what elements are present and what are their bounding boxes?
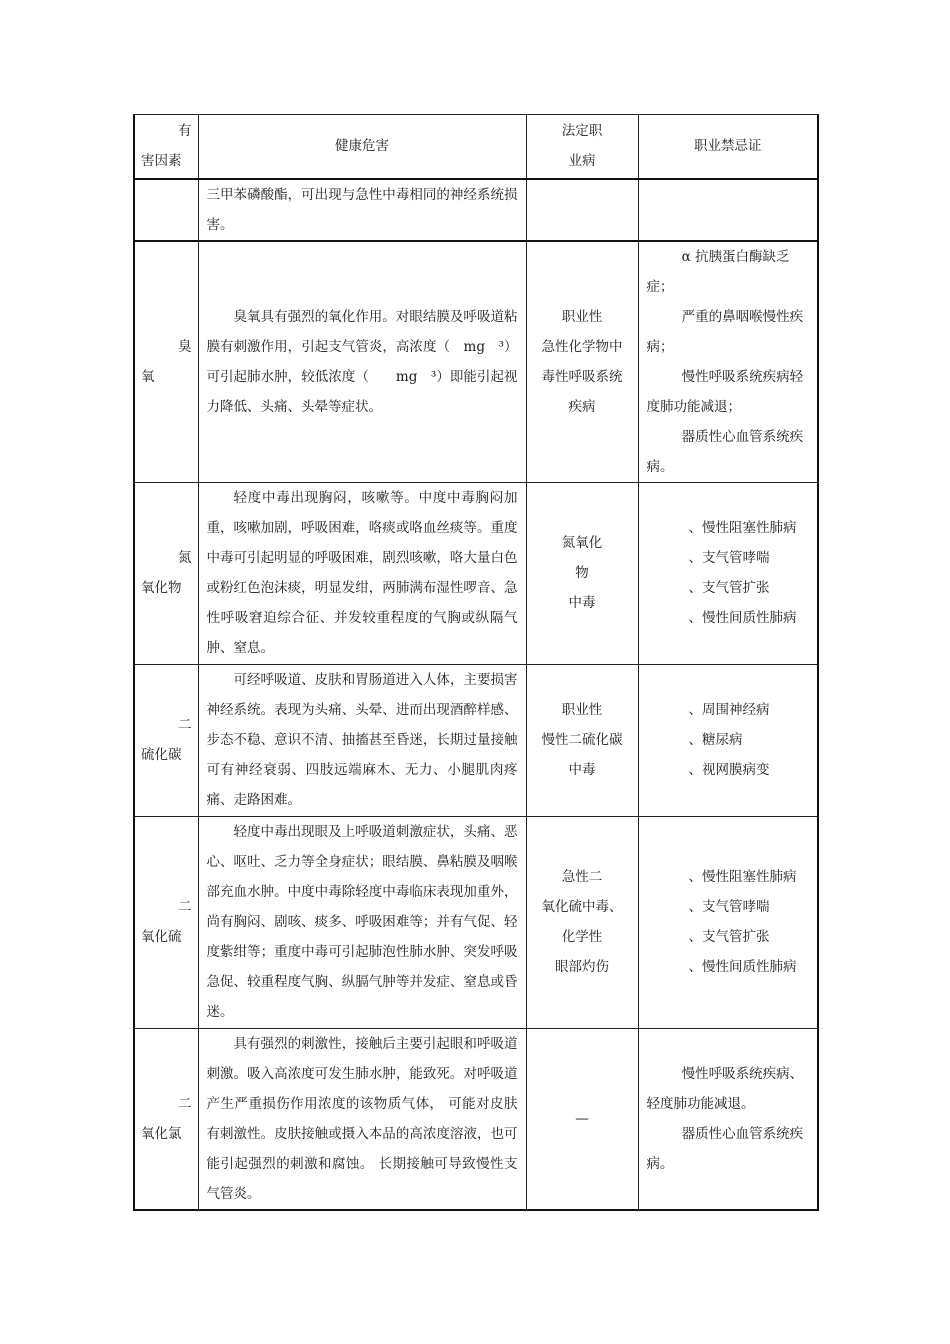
header-factor-line1: 有: [178, 123, 192, 140]
factor-line1: 二: [178, 717, 192, 733]
table-row: [134, 482, 818, 664]
factor-line1: 氮: [178, 550, 192, 566]
factor-line1: 二: [178, 1095, 192, 1112]
disease-line: 急性化学物中: [541, 338, 623, 355]
contra-item: 器质性心血管系统疾病。: [646, 428, 804, 475]
row-harm: [198, 179, 526, 241]
row-contra: [638, 816, 818, 1028]
row-factor: [134, 664, 198, 816]
contra-item: α 抗胰蛋白酶缺乏症；: [646, 248, 790, 295]
hazard-table: [133, 114, 819, 1211]
contra-item: 慢性呼吸系统疾病、轻度肺功能减退。: [646, 1065, 804, 1112]
factor-line1: 二: [178, 899, 192, 915]
header-contra: 职业禁忌证: [638, 115, 818, 179]
disease-line: —: [575, 1110, 589, 1127]
table-row: [134, 1028, 818, 1210]
disease-line: 氮氧化: [561, 535, 603, 551]
disease-line: 职业性: [561, 702, 603, 718]
header-disease: [526, 115, 638, 179]
row-disease: [526, 816, 638, 1028]
disease-line: 物: [575, 565, 589, 581]
row-factor: [134, 482, 198, 664]
contra-item: 、周围神经病: [688, 702, 770, 718]
disease-line: 毒性呼吸系统: [541, 368, 623, 385]
header-factor: [134, 115, 198, 179]
harm-text: 具有强烈的刺激性，接触后主要引起眼和呼吸道刺激。吸入高浓度可发生肺水肿，能致死。对呼吸道产生严重损伤作用浓度的该物质气体， 可能对皮肤有刺激性。皮肤接触或摄入本品的高浓度溶液，也可能引起强烈的刺激和腐蚀。 长期接触可导致慢性支气管炎。: [206, 1035, 518, 1202]
row-harm: [198, 482, 526, 664]
harm-text: 臭氧具有强烈的氧化作用。对眼结膜及呼吸道粘膜有刺激作用，引起支气管炎，高浓度（ mg ³）可引起肺水肿，较低浓度（ mg ³）即能引起视力降低、头痛、头晕等症状。: [206, 308, 518, 415]
row-contra: [638, 179, 818, 241]
contra-item: 、慢性间质性肺病: [688, 959, 797, 975]
disease-line: 氧化硫中毒、: [541, 899, 623, 915]
factor-line2: 氧化氯: [141, 1125, 182, 1142]
contra-item: 、支气管扩张: [688, 580, 770, 596]
row-harm: [198, 1028, 526, 1210]
row-factor: [134, 241, 198, 483]
table-row: [134, 241, 818, 483]
disease-line: 急性二: [561, 869, 603, 885]
factor-line2: 氧化硫: [141, 929, 182, 945]
row-disease: [526, 241, 638, 483]
table-row: [134, 179, 818, 241]
row-disease: [526, 179, 638, 241]
contra-item: 器质性心血管系统疾病。: [646, 1125, 804, 1172]
row-harm: [198, 664, 526, 816]
contra-item: 、支气管哮喘: [688, 899, 770, 915]
disease-line: 职业性: [561, 308, 603, 325]
harm-text: 可经呼吸道、皮肤和胃肠道进入人体，主要损害神经系统。表现为头痛、头晕、进而出现酒醉样感、步态不稳、意识不清、抽搐甚至昏迷，长期过量接触可有神经衰弱、四肢远端麻木、无力、小腿肌肉疼痛、走路困难。: [206, 672, 518, 808]
contra-item: 、慢性阻塞性肺病: [688, 869, 797, 885]
row-contra: [638, 1028, 818, 1210]
harm-text: 轻度中毒出现胸闷，咳嗽等。中度中毒胸闷加重，咳嗽加剧，呼吸困难，咯痰或咯血丝痰等。重度中毒可引起明显的呼吸困难，剧烈咳嗽，咯大量白色或粉红色泡沫痰，明显发绀，两肺满布湿性啰音、急性呼吸窘迫综合征、并发较重程度的气胸或纵隔气肿、窒息。: [206, 490, 518, 656]
row-contra: [638, 664, 818, 816]
table-header-row: [134, 115, 818, 179]
factor-line2: 氧: [141, 368, 155, 385]
disease-line: 中毒: [568, 762, 596, 778]
header-disease-line1: 法定职: [561, 123, 603, 140]
contra-item: 、支气管哮喘: [688, 550, 770, 566]
contra-item: 、慢性阻塞性肺病: [688, 520, 797, 536]
contra-item: 、视网膜病变: [688, 762, 770, 778]
table-row: [134, 816, 818, 1028]
header-factor-line2: 害因素: [141, 153, 182, 170]
row-factor: [134, 816, 198, 1028]
disease-line: 慢性二硫化碳: [541, 732, 623, 748]
factor-line1: 臭: [178, 338, 192, 355]
disease-line: 化学性: [561, 929, 603, 945]
table-row: [134, 664, 818, 816]
contra-item: 、糖尿病: [688, 732, 743, 748]
disease-line: 疾病: [568, 398, 596, 415]
header-disease-line2: 业病: [568, 153, 596, 170]
contra-item: 慢性呼吸系统疾病轻度肺功能减退；: [646, 368, 804, 415]
disease-line: 眼部灼伤: [555, 959, 609, 975]
row-contra: [638, 241, 818, 483]
row-factor: [134, 179, 198, 241]
row-disease: [526, 664, 638, 816]
row-factor: [134, 1028, 198, 1210]
contra-item: 严重的鼻咽喉慢性疾病；: [646, 308, 804, 355]
row-disease: [526, 1028, 638, 1210]
row-harm: [198, 816, 526, 1028]
harm-text: 轻度中毒出现眼及上呼吸道刺激症状，头痛、恶心、呕吐、乏力等全身症状；眼结膜、鼻粘膜及咽喉部充血水肿。中度中毒除轻度中毒临床表现加重外，尚有胸闷、剧咳、痰多、呼吸困难等；并有气促、轻度紫绀等；重度中毒可引起肺泡性肺水肿、突发呼吸急促、较重程度气胸、纵膈气肿等并发症、窒息或昏迷。: [206, 824, 518, 1020]
factor-line2: 硫化碳: [141, 747, 182, 763]
factor-line2: 氧化物: [141, 580, 182, 596]
disease-line: 中毒: [568, 595, 596, 611]
row-contra: [638, 482, 818, 664]
row-harm: [198, 241, 526, 483]
row-disease: [526, 482, 638, 664]
header-harm: 健康危害: [198, 115, 526, 179]
contra-item: 、支气管扩张: [688, 929, 770, 945]
harm-text: 三甲苯磷酸酯，可出现与急性中毒相同的神经系统损害。: [206, 186, 518, 233]
contra-item: 、慢性间质性肺病: [688, 610, 797, 626]
